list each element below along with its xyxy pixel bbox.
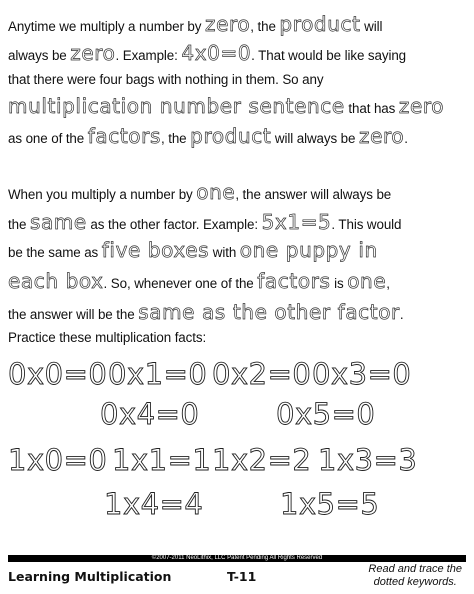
traceable-keyword: factors [87, 124, 161, 148]
traceable-keyword: same [29, 210, 87, 234]
worksheet-title: Learning Multiplication [8, 569, 172, 584]
traceable-keyword: zero [358, 124, 405, 148]
traceable-example: 5x1=5 [261, 210, 332, 234]
traceable-keyword: zero [398, 94, 445, 118]
text: be the same as [8, 245, 102, 260]
text: . So, whenever one of the [103, 276, 258, 291]
text: . Example: [115, 48, 182, 63]
traceable-keyword: product [279, 12, 361, 36]
text: . [399, 307, 404, 322]
fact-0x4: 0x4=0 [100, 397, 200, 431]
text: will [360, 19, 383, 34]
text: always be [8, 48, 71, 63]
text: , [386, 276, 390, 291]
text: . This would [331, 217, 402, 232]
traceable-keyword: zero [70, 41, 116, 65]
instruction-note [368, 563, 462, 589]
paragraph-2-line-2 [8, 212, 401, 232]
fact-1x4: 1x4=4 [104, 487, 204, 521]
traceable-keyword: multiplication number sentence [8, 94, 345, 118]
traceable-keyword: zero [205, 12, 251, 36]
paragraph-2-line-1 [8, 182, 391, 202]
copyright-bar: ©2007-2011 NeoLithix, LLC Patent Pending All Rights Reserved [8, 555, 466, 562]
text: will always be [271, 131, 359, 146]
traceable-keyword: same as the other factor [138, 300, 400, 324]
fact-1x5: 1x5=5 [280, 487, 380, 521]
traceable-example: 4x0=0 [181, 41, 252, 65]
text: , the [250, 19, 280, 34]
fact-1x0: 1x0=0 [8, 443, 108, 477]
text: When you multiply a number by [8, 187, 197, 202]
text: as one of the [8, 131, 88, 146]
fact-1x1: 1x1=1 [112, 443, 212, 477]
paragraph-1-line-5 [8, 126, 408, 146]
fact-0x3: 0x3=0 [312, 357, 412, 391]
fact-0x2: 0x2=0 [212, 357, 312, 391]
text: as the other factor. Example: [86, 217, 262, 232]
text: is [330, 276, 348, 291]
paragraph-1-line-4 [8, 96, 444, 116]
traceable-keyword: product [190, 124, 272, 148]
page-number: T-11 [227, 569, 257, 584]
text: , the [160, 131, 191, 146]
paragraph-2-line-5 [8, 302, 404, 322]
text: Anytime we multiply a number by [8, 19, 205, 34]
traceable-keyword: five boxes [101, 238, 210, 262]
practice-instruction: Practice these multiplication facts: [8, 330, 207, 345]
traceable-keyword: one [347, 269, 387, 293]
traceable-keyword: each box [8, 269, 104, 293]
fact-0x0: 0x0=0 [8, 357, 108, 391]
traceable-keyword: one [196, 180, 236, 204]
paragraph-1-line-1 [8, 14, 382, 34]
fact-0x1: 0x1=0 [108, 357, 208, 391]
paragraph-1-line-2 [8, 43, 406, 63]
text: the [8, 217, 30, 232]
paragraph-2-line-3 [8, 240, 378, 260]
traceable-keyword: factors [257, 269, 331, 293]
fact-0x5: 0x5=0 [276, 397, 376, 431]
instruction-note-line-1: Read and trace the [368, 563, 462, 575]
text: with [209, 245, 240, 260]
fact-1x2: 1x2=2 [212, 443, 312, 477]
paragraph-1-line-3: that there were four bags with nothing in them. So any [8, 72, 324, 87]
instruction-note-line-2: dotted keywords. [373, 576, 457, 588]
traceable-keyword: one puppy in [239, 238, 378, 262]
text: . [404, 131, 408, 146]
fact-1x3: 1x3=3 [318, 443, 418, 477]
text: . That would be like saying [251, 48, 407, 63]
text: the answer will be the [8, 307, 139, 322]
text: , the answer will always be [235, 187, 392, 202]
paragraph-2-line-4 [8, 271, 390, 291]
text: that has [344, 101, 399, 116]
